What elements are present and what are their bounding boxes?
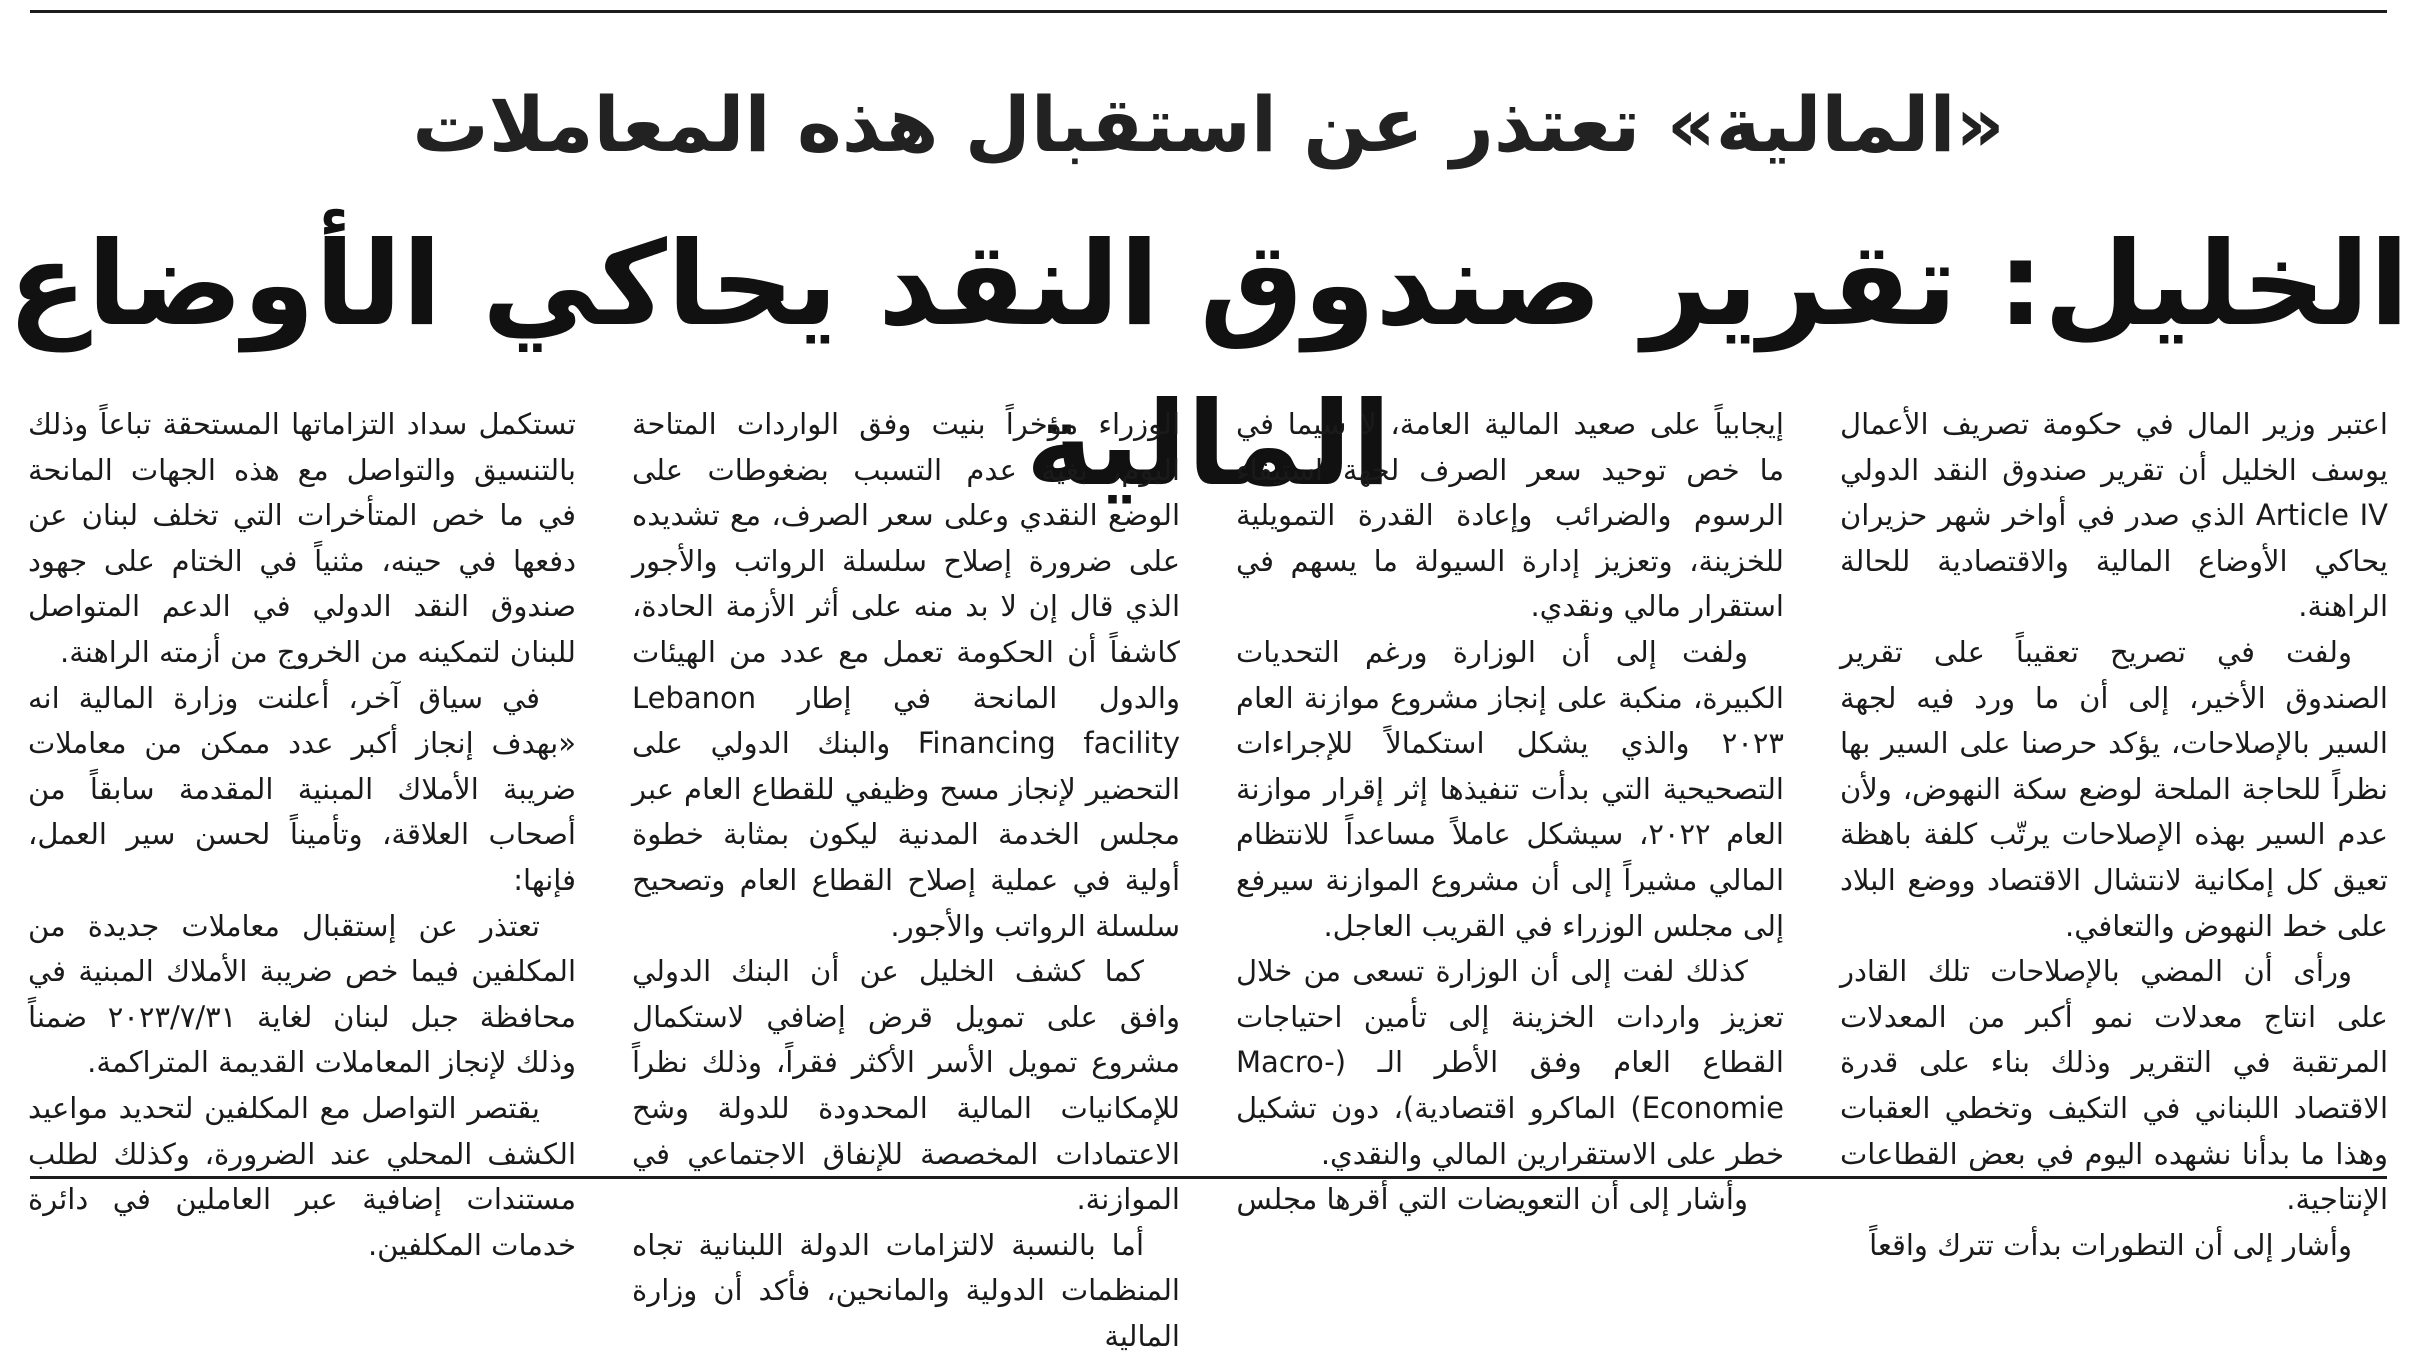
- article-column-2: [1236, 402, 1784, 1217]
- paragraph: في سياق آخر، أعلنت وزارة المالية انه «بهدف إنجاز أكبر عدد ممكن من معاملات ضريبة الأملاك المبنية المقدمة سابقاً من أصحاب العلاقة، وتأميناً لحسن سير العمل، فإنها:: [28, 680, 576, 897]
- article-kicker: «المالية» تعتذر عن استقبال هذه المعاملات: [412, 80, 2005, 169]
- article-headline: الخليل: تقرير صندوق النقد يحاكي الأوضاع المالية: [7, 217, 2410, 512]
- paragraph: تعتذر عن إستقبال معاملات جديدة من المكلفين فيما خص ضريبة الأملاك المبنية في محافظة جبل لبنان لغاية ٢٠٢٣/٧/٣١ ضمناً وذلك لإنجاز المعاملات القديمة المتراكمة.: [28, 908, 576, 1080]
- paragraph: ورأى أن المضي بالإصلاحات تلك القادر على انتاج معدلات نمو أكبر من المعدلات المرتقبة في التقرير وذلك بناء على قدرة الاقتصاد اللبناني في التكيف وتخطي العقبات وهذا ما بدأنا نشهده اليوم في بعض القطاعات الإنتاجية.: [1840, 954, 2388, 1217]
- paragraph: وأشار إلى أن التعويضات التي أقرها مجلس: [1236, 1182, 1748, 1217]
- paragraph: كذلك لفت إلى أن الوزارة تسعى من خلال تعزيز واردات الخزينة إلى تأمين احتياجات القطاع العام وفق الأطر الـ (Macro-Economie) الماكرو اقتصادية)، دون تشكيل خطر على الاستقرارين المالي والنقدي.: [1236, 954, 1784, 1171]
- bottom-rule: [30, 1176, 2387, 1179]
- paragraph: يقتصر التواصل مع المكلفين لتحديد مواعيد الكشف المحلي عند الضرورة، وكذلك لطلب مستندات إضافية عبر العاملين في دائرة خدمات المكلفين.: [28, 1090, 576, 1262]
- article-body: [28, 402, 2388, 1353]
- paragraph: ولفت في تصريح تعقيباً على تقرير الصندوق الأخير، إلى أن ما ورد فيه لجهة السير بالإصلاحات، يؤكد حرصنا على السير بها نظراً للحاجة الملحة لوضع سكة النهوض، ولأن عدم السير بهذه الإصلاحات يرتّب كلفة باهظة تعيق كل إمكانية لانتشال الاقتصاد ووضع البلاد على خط النهوض والتعافي.: [1840, 634, 2388, 943]
- paragraph: تستكمل سداد التزاماتها المستحقة تباعاً وذلك بالتنسيق والتواصل مع هذه الجهات المانحة في ما خص المتأخرات التي تخلف لبنان عن دفعها في حينه، مثنياً في الختام على جهود صندوق النقد الدولي في الدعم المتواصل للبنان لتمكينه من الخروج من أزمته الراهنة.: [28, 407, 576, 669]
- paragraph: إيجابياً على صعيد المالية العامة، لا سيما في ما خص توحيد سعر الصرف لجهة استيفاء الرسوم والضرائب وإعادة القدرة التمويلية للخزينة، وتعزيز إدارة السيولة ما يسهم في استقرار مالي ونقدي.: [1236, 407, 1784, 624]
- paragraph: أما بالنسبة لالتزامات الدولة اللبنانية تجاه المنظمات الدولية والمانحين، فأكد أن وزارة المالية: [632, 1227, 1180, 1353]
- article-column-3: [632, 402, 1180, 1353]
- paragraph: وأشار إلى أن التطورات بدأت تترك واقعاً: [1869, 1227, 2352, 1262]
- paragraph: كما كشف الخليل عن أن البنك الدولي وافق على تمويل قرض إضافي لاستكمال مشروع تمويل الأسر الأكثر فقراً، وذلك نظراً للإمكانيات المالية المحدودة للدولة وشح الاعتمادات المخصصة للإنفاق الاجتماعي في الموازنة.: [632, 954, 1180, 1217]
- paragraph: ولفت إلى أن الوزارة ورغم التحديات الكبيرة، منكبة على إنجاز مشروع موازنة العام ٢٠٢٣ والذي يشكل استكمالاً للإجراءات التصحيحية التي بدأت تنفيذها إثر إقرار موازنة العام ٢٠٢٢، سيشكل عاملاً مساعداً للانتظام المالي مشيراً إلى أن مشروع الموازنة سيرفع إلى مجلس الوزراء في القريب العاجل.: [1236, 634, 1784, 943]
- article-column-4: [28, 402, 576, 1262]
- article-column-1: [1840, 402, 2388, 1262]
- top-rule: [30, 10, 2387, 13]
- paragraph: الوزراء مؤخراً بنيت وفق الواردات المتاحة اليوم، بغية عدم التسبب بضغوطات على الوضع النقدي وعلى سعر الصرف، مع تشديده على ضرورة إصلاح سلسلة الرواتب والأجور الذي قال إن لا بد منه على أثر الأزمة الحادة، كاشفاً أن الحكومة تعمل مع عدد من الهيئات والدول المانحة في إطار Lebanon Financing facility والبنك الدولي على التحضير لإنجاز مسح وظيفي للقطاع العام عبر مجلس الخدمة المدنية ليكون بمثابة خطوة أولية في عملية إصلاح القطاع العام وتصحيح سلسلة الرواتب والأجور.: [632, 407, 1180, 943]
- paragraph: اعتبر وزير المال في حكومة تصريف الأعمال يوسف الخليل أن تقرير صندوق النقد الدولي Article IV الذي صدر في أواخر شهر حزيران يحاكي الأوضاع المالية والاقتصادية للحالة الراهنة.: [1840, 407, 2388, 624]
